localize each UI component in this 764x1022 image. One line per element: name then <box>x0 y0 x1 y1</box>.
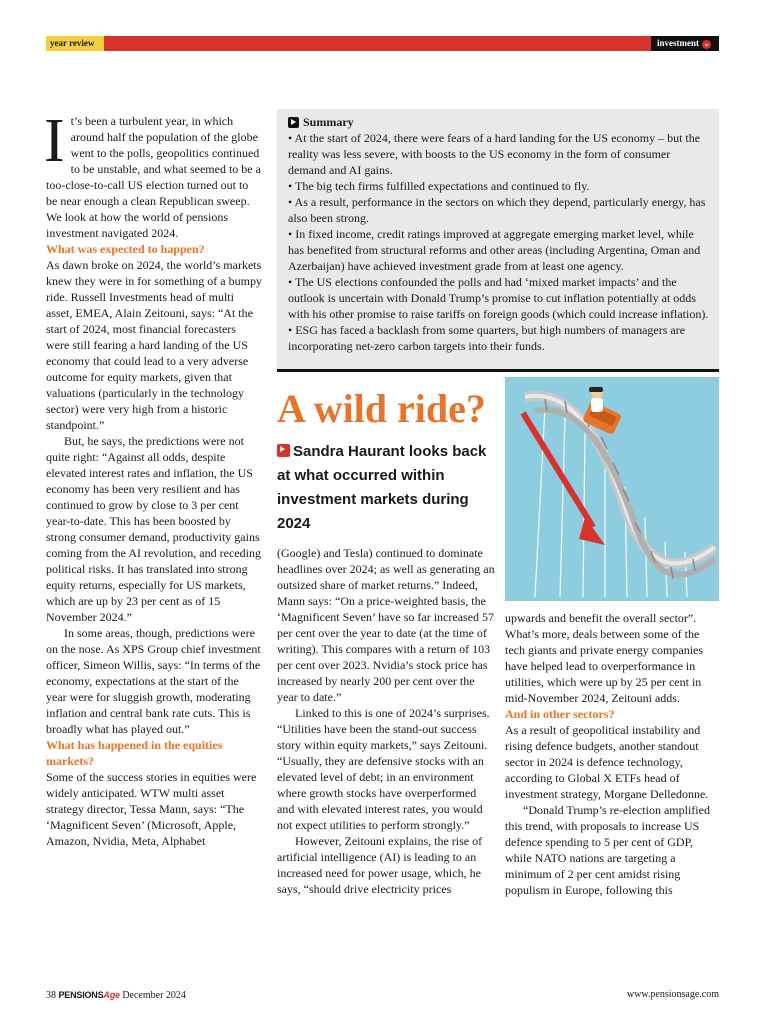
body-paragraph: Some of the success stories in equities were widely anticipated. WTW multi asset strategy director, Tessa Mann, says: “The ‘Magnificent Seven’ (Microsoft, Apple, Amazon, Nvidia, Meta, Alphabet <box>46 770 257 848</box>
body-paragraph: upwards and benefit the overall sector”. What’s more, deals between some of the tech giants and private energy companies have helped lead to overperformance in utilities, which were up by 25 per cent in mid-November 2024, Zeitouni adds. <box>505 611 704 705</box>
article-column-2 <box>277 545 495 897</box>
footer-left <box>46 989 186 1002</box>
section-tag-year-review: year review <box>46 36 104 51</box>
summary-item: • ESG has faced a backlash from some quarters, but high numbers of managers are incorporating net-zero carbon targets into their funds. <box>288 323 686 353</box>
logo-age: Age <box>103 990 120 1000</box>
page-number: 38 <box>46 990 56 1001</box>
summary-item: • As a result, performance in the sectors on which they depend, particularly energy, has also been strong. <box>288 195 706 225</box>
summary-title-text: Summary <box>303 115 354 129</box>
body-paragraph: “Donald Trump’s re-election amplified this trend, with proposals to increase US defence spending to 5 per cent of GDP, while NATO nations are targeting a minimum of 2 per cent amidst rising populism in Europe, following this <box>505 803 710 897</box>
article-headline: A wild ride? <box>277 386 486 431</box>
body-paragraph: However, Zeitouni explains, the rise of artificial intelligence (AI) is leading to an increased need for power usage, which, he says, “should drive electricity prices <box>277 834 483 896</box>
body-paragraph: Linked to this is one of 2024’s surprises. “Utilities have been the stand-out success story within equity markets,” says Zeitouni. “Usually, they are defensive stocks with an elevated level of debt; in an environment where growth stocks have overperformed and with elevated interest rates, you would not expect utilities to perform strongly.” <box>277 706 490 832</box>
pensions-age-logo <box>59 990 120 1000</box>
article-standfirst <box>277 440 495 536</box>
logo-pensions: PENSIONS <box>58 990 104 1000</box>
subheading-equities: What has happened in the equities markets? <box>46 738 223 768</box>
arrow-right-icon <box>288 117 299 128</box>
section-tag-label: investment <box>657 38 699 48</box>
body-paragraph: (Google) and Tesla) continued to dominate headlines over 2024; as well as generating an outsized share of market returns.” Indeed, Mann says: “On a price-weighted basis, the ‘Magnificent Seven’ have so far increased 57 per cent over the year to date (at the time of writing). This compares with a return of 103 per cent over 2023. Nvidia’s stock price has increased by nearly 200 per cent over the year to date.” <box>277 546 495 704</box>
issue-date: December 2024 <box>122 990 186 1001</box>
summary-box <box>277 109 719 372</box>
article-column-1 <box>44 107 262 849</box>
summary-item: • The big tech firms fulfilled expectations and continued to fly. <box>288 179 590 193</box>
body-paragraph: As a result of geopolitical instability and rising defence budgets, another standout sector in 2024 is defence technology, according to Global X ETFs head of investment strategy, Morgane Delledonne. <box>505 723 709 801</box>
body-paragraph: In some areas, though, predictions were on the nose. As XPS Group chief investment officer, Simeon Willis, says: “In terms of the economy, expectations at the start of the year were for sluggish growth, moderating inflation and central bank rate cuts. This is broadly what has played out.” <box>46 626 261 736</box>
drop-cap: I <box>44 107 65 175</box>
subheading-expected: What was expected to happen? <box>46 242 205 256</box>
body-paragraph: But, he says, the predictions were not quite right: “Against all odds, despite elevated interest rates and inflation, the US economy has been very resilient and has continued to grow by close to 3 per cent year-to-date. This has been boosted by strong consumer demand, productivity gains coming from the AI revolution, and receding political risks. It has translated into strong equity returns, especially for US markets, which are up by 23 per cent as of 15 November 2024.” <box>46 434 261 624</box>
rollercoaster-icon <box>505 377 719 601</box>
summary-item: • In fixed income, credit ratings improved at aggregate emerging market level, while has benefited from structural reforms and other areas (including Argentina, Oman and Azerbaijan) have achieved investment grade from at least one agency. <box>288 227 701 273</box>
body-paragraph: As dawn broke on 2024, the world’s markets knew they were in for something of a bumpy ride. Russell Investments head of multi asset, EMEA, Alain Zeitouni, says: “At the start of 2024, most financial forecasters were still fearing a hard landing of the US economy that could lead to a very adverse outcome for equity markets, given that valuations (particularly in the technology sector) were very high from a historic standpoint.” <box>46 258 262 432</box>
summary-title <box>288 114 709 130</box>
intro-text: t’s been a turbulent year, in which around half the population of the globe went to the polls, geopolitics continued to be unstable, and what seemed to be a too-close-to-call US election turned out to be near enough a clean Republican sweep. We look at how the world of pensions investment navigated 2024. <box>46 114 261 240</box>
section-tag-investment <box>651 36 719 51</box>
intro-paragraph <box>44 107 262 241</box>
summary-item: • The US elections confounded the polls and had ‘mixed market impacts’ and the outlook is uncertain with Donald Trump’s promise to cut inflation potentially at odds with his other promise to raise tariffs on foreign goods (which could increase inflation). <box>288 275 709 321</box>
article-column-3 <box>505 610 719 898</box>
rollercoaster-illustration <box>505 377 719 601</box>
standfirst-text: Sandra Haurant looks back at what occurred within investment markets during 2024 <box>277 443 487 532</box>
summary-item: • At the start of 2024, there were fears of a hard landing for the US economy – but the reality was less severe, with boosts to the US economy in the form of consumer demand and AI gains. <box>288 131 701 177</box>
chevron-down-icon: ⌄ <box>703 40 710 48</box>
website-url[interactable]: www.pensionsage.com <box>626 989 719 1000</box>
arrow-right-icon <box>277 444 290 457</box>
section-header-bar <box>46 36 719 51</box>
subheading-other-sectors: And in other sectors? <box>505 707 615 721</box>
